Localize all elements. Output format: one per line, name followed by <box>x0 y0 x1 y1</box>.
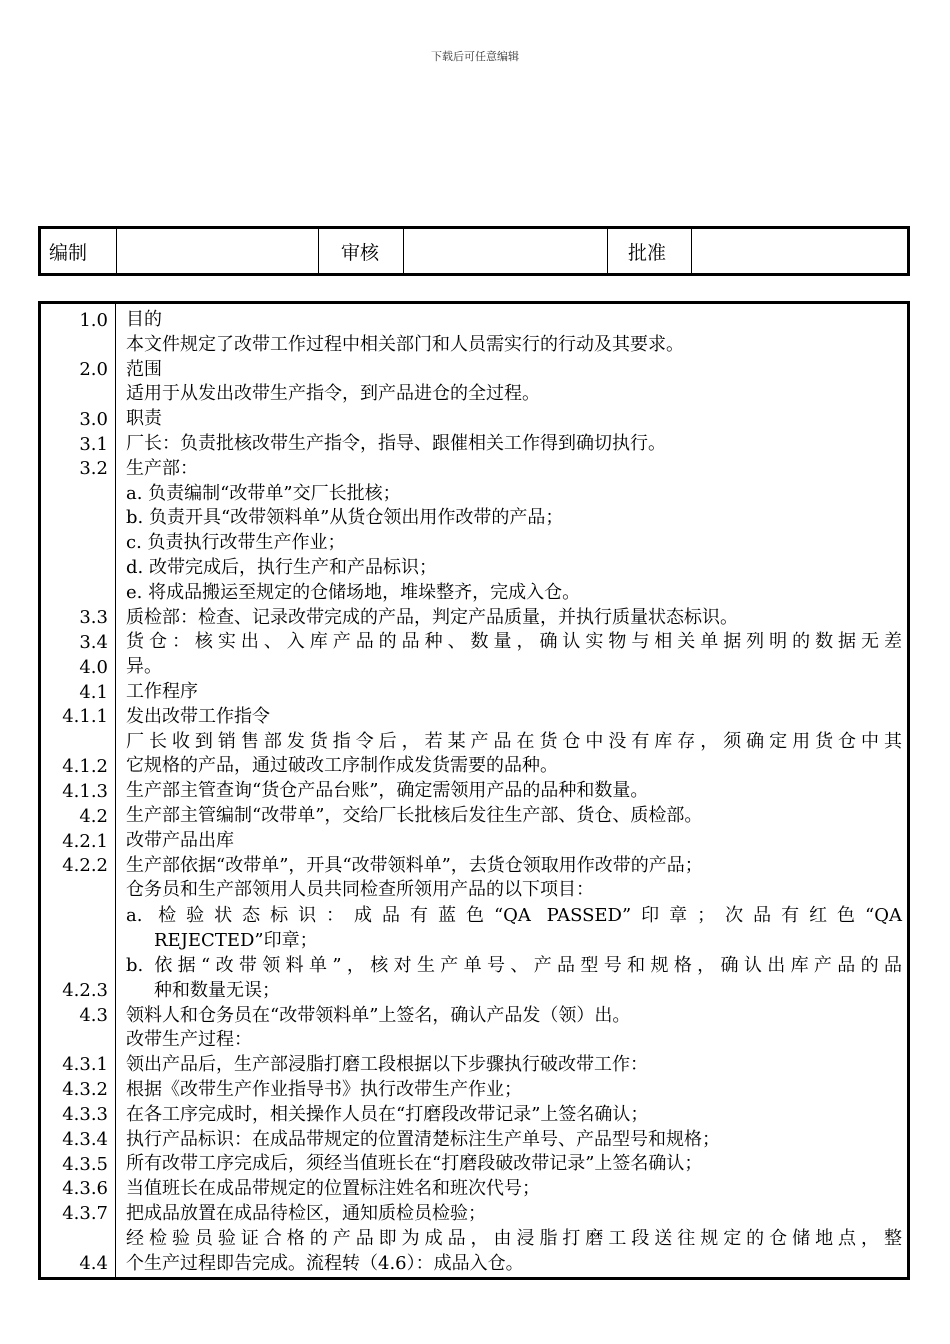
prepared-field[interactable] <box>117 229 319 273</box>
approve-field[interactable] <box>692 229 907 273</box>
section-number: 4.3.6 <box>62 1178 108 1199</box>
text-line: 经检验员验证合格的产品即为成品，由浸脂打磨工段送往规定的仓储地点，整 <box>126 1228 902 1249</box>
section-number: 1.0 <box>79 310 108 331</box>
text-line: 领料人和仓务员在“改带领料单”上签名，确认产品发（领）出。 <box>126 1005 631 1026</box>
text-line: 适用于从发出改带生产指令，到产品进仓的全过程。 <box>126 383 540 404</box>
signoff-table <box>38 226 910 276</box>
section-number: 4.3 <box>79 1005 108 1026</box>
text-line: 执行产品标识：在成品带规定的位置清楚标注生产单号、产品型号和规格； <box>126 1129 720 1150</box>
procedure-content <box>38 301 910 1280</box>
text-line: 本文件规定了改带工作过程中相关部门和人员需实行的行动及其要求。 <box>126 334 684 355</box>
text-line: d. 改带完成后，执行生产和产品标识； <box>126 557 437 578</box>
section-number: 4.1 <box>79 682 108 703</box>
review-field[interactable] <box>404 229 608 273</box>
text-line: 它规格的产品，通过破改工序制作成发货需要的品种。 <box>126 755 558 776</box>
text-line: c. 负责执行改带生产作业； <box>126 532 346 553</box>
text-line: 生产部依据“改带单”，开具“改带领料单”，去货仓领取用作改带的产品； <box>126 855 703 876</box>
text-line: a. 检验状态标识：成品有蓝色“QA PASSED”印章；次品有红色“QA <box>126 905 902 926</box>
section-number: 4.3.1 <box>62 1054 108 1075</box>
text-line: 厂长：负责批核改带生产指令，指导、跟催相关工作得到确切执行。 <box>126 433 666 454</box>
text-line: 领出产品后，生产部浸脂打磨工段根据以下步骤执行破改带工作： <box>126 1054 648 1075</box>
text-line: 所有改带工序完成后，须经当值班长在“打磨段破改带记录”上签名确认； <box>126 1153 703 1174</box>
section-number: 4.2 <box>79 806 108 827</box>
section-number: 3.4 <box>79 632 108 653</box>
text-line: 目的 <box>126 309 162 330</box>
text-line: 个生产过程即告完成。流程转（4.6）：成品入仓。 <box>126 1253 524 1274</box>
section-number: 4.1.2 <box>62 756 108 777</box>
section-number: 4.0 <box>79 657 108 678</box>
text-line: 厂长收到销售部发货指令后，若某产品在货仓中没有库存，须确定用货仓中其 <box>126 731 902 752</box>
text-line: 生产部： <box>126 458 198 479</box>
text-line: 改带产品出库 <box>126 830 234 851</box>
section-number: 4.3.7 <box>62 1203 108 1224</box>
text-line: 质检部：检查、记录改带完成的产品，判定产品质量，并执行质量状态标识。 <box>126 607 738 628</box>
section-number: 3.1 <box>79 434 108 455</box>
section-number: 4.3.3 <box>62 1104 108 1125</box>
header-note: 下载后可任意编辑 <box>431 50 519 63</box>
section-number: 4.4 <box>79 1253 108 1274</box>
review-label: 审核 <box>319 229 404 273</box>
text-line: 生产部主管编制“改带单”，交给厂长批核后发往生产部、货仓、质检部。 <box>126 805 703 826</box>
section-number: 2.0 <box>79 359 108 380</box>
text-line: REJECTED”印章； <box>154 930 318 951</box>
section-number: 4.2.3 <box>62 980 108 1001</box>
section-number: 4.3.2 <box>62 1079 108 1100</box>
text-line: 工作程序 <box>126 681 198 702</box>
section-number: 4.2.1 <box>62 831 108 852</box>
section-number: 4.1.3 <box>62 781 108 802</box>
column-divider <box>115 304 116 1277</box>
section-number: 4.1.1 <box>62 706 108 727</box>
text-line: 职责 <box>126 408 162 429</box>
text-line: 种和数量无误； <box>154 980 280 1001</box>
text-line: b. 依据“改带领料单”，核对生产单号、产品型号和规格，确认出库产品的品 <box>126 955 902 976</box>
prepared-label: 编制 <box>41 229 117 273</box>
section-number: 3.0 <box>79 409 108 430</box>
text-line: b. 负责开具“改带领料单”从货仓领出用作改带的产品； <box>126 507 564 528</box>
section-number: 3.3 <box>79 607 108 628</box>
section-number: 3.2 <box>79 458 108 479</box>
text-line: 根据《改带生产作业指导书》执行改带生产作业； <box>126 1079 522 1100</box>
text-line: 发出改带工作指令 <box>126 706 270 727</box>
text-line: 在各工序完成时，相关操作人员在“打磨段改带记录”上签名确认； <box>126 1104 649 1125</box>
section-number: 4.3.5 <box>62 1154 108 1175</box>
text-line: 货仓：核实出、入库产品的品种、数量，确认实物与相关单据列明的数据无差 <box>126 631 902 652</box>
text-line: 生产部主管查询“货仓产品台账”，确定需领用产品的品种和数量。 <box>126 780 649 801</box>
text-line: 当值班长在成品带规定的位置标注姓名和班次代号； <box>126 1178 540 1199</box>
section-number: 4.3.4 <box>62 1129 108 1150</box>
text-line: 把成品放置在成品待检区，通知质检员检验； <box>126 1203 486 1224</box>
text-line: 范围 <box>126 359 162 380</box>
text-line: 改带生产过程： <box>126 1029 252 1050</box>
text-line: a. 负责编制“改带单”交厂长批核； <box>126 483 401 504</box>
text-line: 仓务员和生产部领用人员共同检查所领用产品的以下项目： <box>126 879 594 900</box>
approve-label: 批准 <box>608 229 692 273</box>
section-number: 4.2.2 <box>62 855 108 876</box>
text-line: e. 将成品搬运至规定的仓储场地，堆垛整齐，完成入仓。 <box>126 582 581 603</box>
text-line: 异。 <box>126 656 162 677</box>
